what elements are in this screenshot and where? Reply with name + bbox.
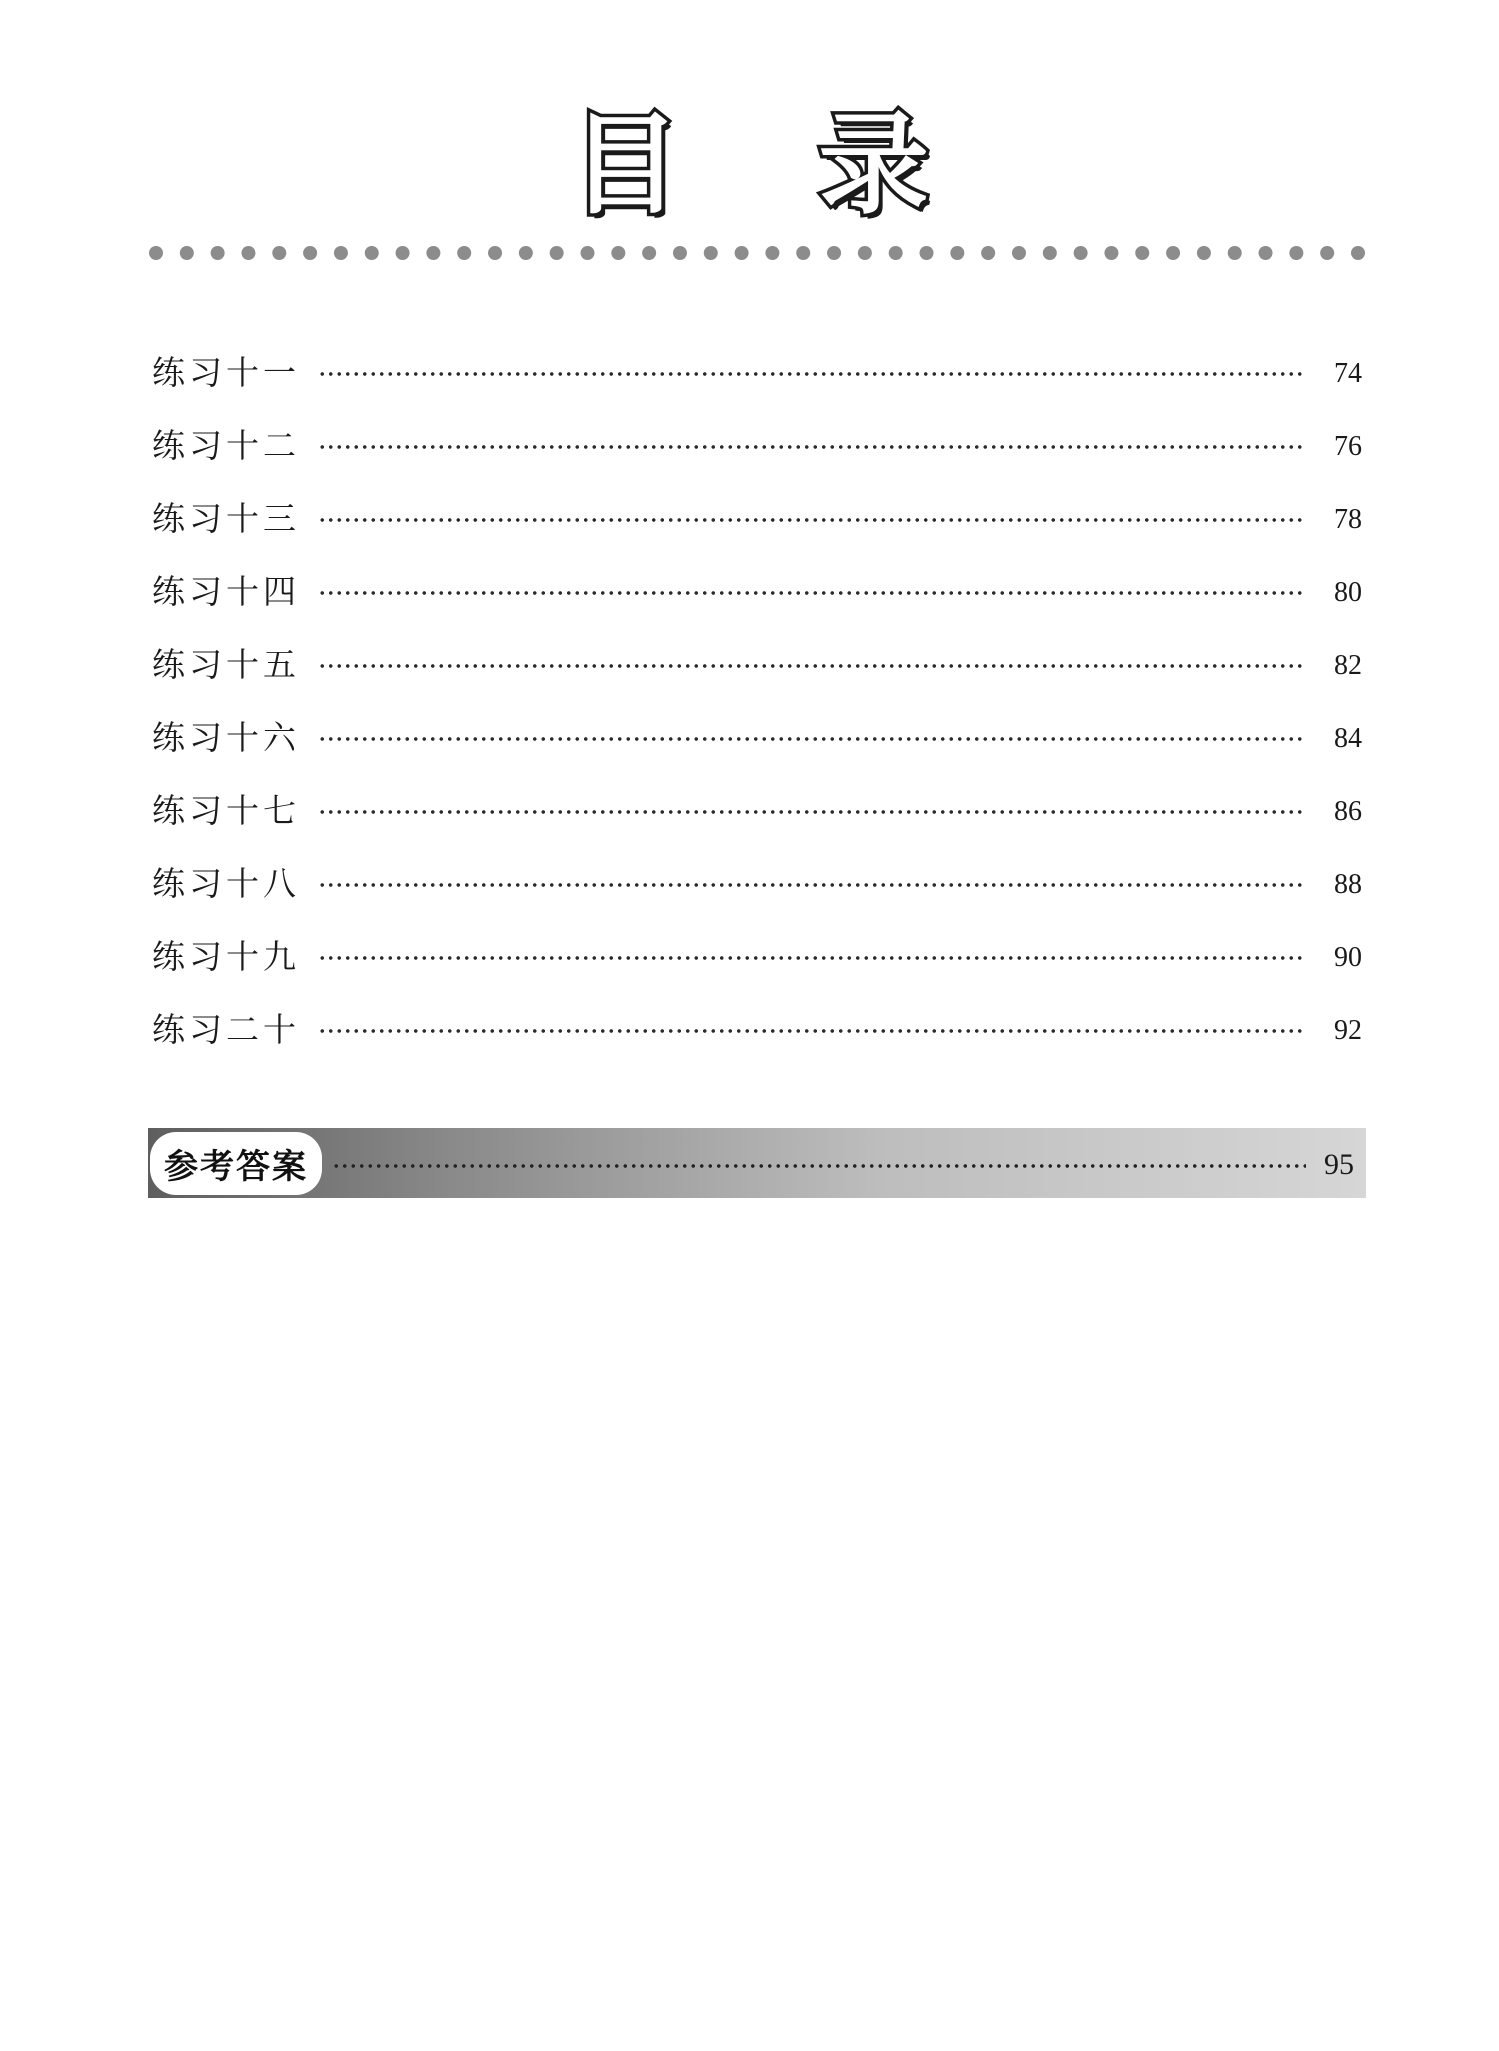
answer-key-page: 95 [1324, 1148, 1354, 1181]
divider-dot [180, 246, 194, 260]
divider-dot [211, 246, 225, 260]
divider-dot [1043, 246, 1057, 260]
toc-entry-label: 练习二十 [152, 1010, 300, 1049]
divider-dot [1289, 246, 1303, 260]
dot-leader [318, 664, 1304, 668]
divider-dot [735, 246, 749, 260]
toc-entry-label: 练习十一 [152, 353, 300, 392]
dot-leader [318, 591, 1304, 595]
divider-dot [889, 246, 903, 260]
dotted-divider [148, 243, 1366, 263]
answer-key-entry[interactable] [148, 1128, 1366, 1198]
divider-dot [1228, 246, 1242, 260]
divider-dot [1259, 246, 1273, 260]
divider-dot [149, 246, 163, 260]
divider-dot [1197, 246, 1211, 260]
toc-entry[interactable] [152, 772, 1362, 845]
dot-leader [318, 1029, 1304, 1033]
toc-entry[interactable] [152, 334, 1362, 407]
divider-dot [1351, 246, 1365, 260]
divider-dot [272, 246, 286, 260]
divider-dot [241, 246, 255, 260]
divider-dot [673, 246, 687, 260]
toc-entry-label: 练习十六 [152, 718, 300, 757]
divider-dot [765, 246, 779, 260]
divider-dot [365, 246, 379, 260]
table-of-contents [152, 334, 1362, 1064]
divider-dot [642, 246, 656, 260]
toc-entry-page: 74 [1334, 357, 1362, 389]
divider-dot [303, 246, 317, 260]
toc-entry-label: 练习十五 [152, 645, 300, 684]
divider-dot [334, 246, 348, 260]
toc-entry[interactable] [152, 918, 1362, 991]
toc-entry-label: 练习十四 [152, 572, 300, 611]
toc-entry[interactable] [152, 553, 1362, 626]
divider-dot [1012, 246, 1026, 260]
dot-leader [318, 810, 1304, 814]
divider-dot [519, 246, 533, 260]
toc-entry[interactable] [152, 626, 1362, 699]
answer-key-label: 参考答案 [154, 1136, 318, 1191]
toc-entry[interactable] [152, 991, 1362, 1064]
divider-dot [704, 246, 718, 260]
toc-entry-page: 80 [1334, 576, 1362, 608]
dot-leader [332, 1164, 1306, 1168]
divider-dot [950, 246, 964, 260]
dot-leader [318, 445, 1304, 449]
divider-dot [1166, 246, 1180, 260]
divider-dot [488, 246, 502, 260]
dot-leader [318, 737, 1304, 741]
toc-entry[interactable] [152, 407, 1362, 480]
toc-entry-page: 92 [1334, 1014, 1362, 1046]
toc-entry-page: 78 [1334, 503, 1362, 535]
dot-leader [318, 956, 1304, 960]
divider-dot [396, 246, 410, 260]
divider-dot [981, 246, 995, 260]
divider-dot [1074, 246, 1088, 260]
toc-entry-page: 84 [1334, 722, 1362, 754]
divider-dot [1104, 246, 1118, 260]
toc-entry-page: 82 [1334, 649, 1362, 681]
dot-leader [318, 883, 1304, 887]
divider-dot [611, 246, 625, 260]
toc-entry[interactable] [152, 480, 1362, 553]
divider-dot [550, 246, 564, 260]
divider-dot [426, 246, 440, 260]
toc-entry-page: 86 [1334, 795, 1362, 827]
toc-entry-label: 练习十八 [152, 864, 300, 903]
toc-entry-page: 76 [1334, 430, 1362, 462]
divider-dot [827, 246, 841, 260]
divider-dot [920, 246, 934, 260]
toc-entry-label: 练习十七 [152, 791, 300, 830]
page-title: 目 录 [570, 101, 979, 229]
divider-dot [796, 246, 810, 260]
toc-entry-label: 练习十二 [152, 426, 300, 465]
toc-entry[interactable] [152, 699, 1362, 772]
divider-dot [457, 246, 471, 260]
divider-dot [1320, 246, 1334, 260]
toc-entry-page: 90 [1334, 941, 1362, 973]
toc-entry-label: 练习十三 [152, 499, 300, 538]
toc-entry-page: 88 [1334, 868, 1362, 900]
dot-leader [318, 518, 1304, 522]
divider-dot [580, 246, 594, 260]
dot-leader [318, 372, 1304, 376]
divider-dot [1135, 246, 1149, 260]
toc-entry-label: 练习十九 [152, 937, 300, 976]
toc-entry[interactable] [152, 845, 1362, 918]
divider-dot [858, 246, 872, 260]
